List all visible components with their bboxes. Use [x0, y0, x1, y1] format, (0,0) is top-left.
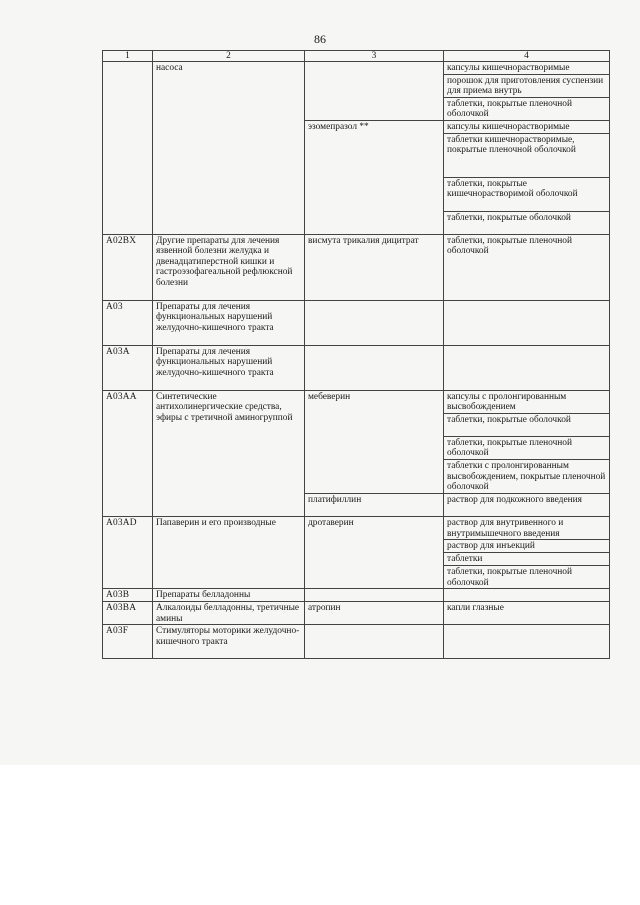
drug-name-cell: [305, 625, 444, 659]
group-name-cell: Другие препараты для лечения язвенной болезни желудка и двенадцатиперстной кишки и гастроэзофагеальной рефлюксной болезни: [153, 234, 305, 300]
atc-code-cell: A02BX: [103, 234, 153, 300]
atc-code-cell: A03AA: [103, 390, 153, 516]
group-name-cell: Папаверин и его производные: [153, 516, 305, 588]
column-header: 2: [153, 51, 305, 62]
dosage-form-cell: раствор для подкожного введения: [444, 493, 610, 516]
dosage-form-cell: таблетки, покрытые кишечнорастворимой оболочкой: [444, 177, 610, 211]
dosage-form-cell: [444, 625, 610, 659]
group-name-cell: Алкалоиды белладонны, третичные амины: [153, 601, 305, 624]
drug-name-cell: мебеверин: [305, 390, 444, 493]
table-row: [103, 516, 610, 539]
dosage-form-cell: [444, 345, 610, 390]
dosage-form-cell: таблетки, покрытые пленочной оболочкой: [444, 97, 610, 120]
page-number: 86: [314, 32, 326, 46]
drug-name-cell: [305, 62, 444, 121]
group-name-cell: Препараты для лечения функциональных нарушений желудочно-кишечного тракта: [153, 345, 305, 390]
dosage-form-cell: раствор для инъекций: [444, 540, 610, 553]
drug-name-cell: висмута трикалия дицитрат: [305, 234, 444, 300]
dosage-form-cell: [444, 300, 610, 345]
dosage-form-cell: капсулы с пролонгированным высвобождением: [444, 390, 610, 413]
dosage-form-cell: [444, 589, 610, 602]
drug-name-cell: [305, 345, 444, 390]
drug-name-cell: дротаверин: [305, 516, 444, 588]
group-name-cell: Препараты для лечения функциональных нарушений желудочно-кишечного тракта: [153, 300, 305, 345]
table-row: [103, 589, 610, 602]
dosage-form-cell: таблетки, покрытые оболочкой: [444, 413, 610, 436]
column-header: 3: [305, 51, 444, 62]
dosage-form-cell: капсулы кишечнорастворимые: [444, 62, 610, 75]
dosage-form-cell: раствор для внутривенного и внутримышечного введения: [444, 516, 610, 539]
table-row: [103, 601, 610, 624]
atc-code-cell: A03BA: [103, 601, 153, 624]
drug-name-cell: платифиллин: [305, 493, 444, 516]
group-name-cell: Препараты белладонны: [153, 589, 305, 602]
dosage-form-cell: таблетки кишечнорастворимые, покрытые пленочной оболочкой: [444, 133, 610, 177]
column-header: 4: [444, 51, 610, 62]
table-row: [103, 234, 610, 300]
table-row: [103, 300, 610, 345]
group-name-cell: насоса: [153, 62, 305, 235]
drug-name-cell: атропин: [305, 601, 444, 624]
table-header-row: [103, 51, 610, 62]
blank-margin: [0, 765, 640, 905]
atc-code-cell: [103, 62, 153, 235]
atc-code-cell: A03F: [103, 625, 153, 659]
atc-code-cell: A03B: [103, 589, 153, 602]
atc-code-cell: A03A: [103, 345, 153, 390]
column-header: 1: [103, 51, 153, 62]
dosage-form-cell: капсулы кишечнорастворимые: [444, 120, 610, 133]
drug-table: [102, 50, 610, 659]
dosage-form-cell: таблетки: [444, 553, 610, 566]
dosage-form-cell: таблетки, покрытые пленочной оболочкой: [444, 566, 610, 589]
drug-name-cell: [305, 589, 444, 602]
dosage-form-cell: таблетки, покрытые пленочной оболочкой: [444, 436, 610, 459]
dosage-form-cell: таблетки с пролонгированным высвобождением, покрытые пленочной оболочкой: [444, 459, 610, 493]
table-row: [103, 625, 610, 659]
atc-code-cell: A03: [103, 300, 153, 345]
drug-name-cell: [305, 300, 444, 345]
group-name-cell: Синтетические антихолинергические средства, эфиры с третичной аминогруппой: [153, 390, 305, 516]
group-name-cell: Стимуляторы моторики желудочно-кишечного тракта: [153, 625, 305, 659]
dosage-form-cell: капли глазные: [444, 601, 610, 624]
dosage-form-cell: порошок для приготовления суспензии для приема внутрь: [444, 74, 610, 97]
table-row: [103, 345, 610, 390]
dosage-form-cell: таблетки, покрытые оболочкой: [444, 211, 610, 234]
dosage-form-cell: таблетки, покрытые пленочной оболочкой: [444, 234, 610, 300]
table-row: [103, 390, 610, 413]
table-row: [103, 62, 610, 75]
atc-code-cell: A03AD: [103, 516, 153, 588]
drug-name-cell: эзомепразол **: [305, 120, 444, 234]
